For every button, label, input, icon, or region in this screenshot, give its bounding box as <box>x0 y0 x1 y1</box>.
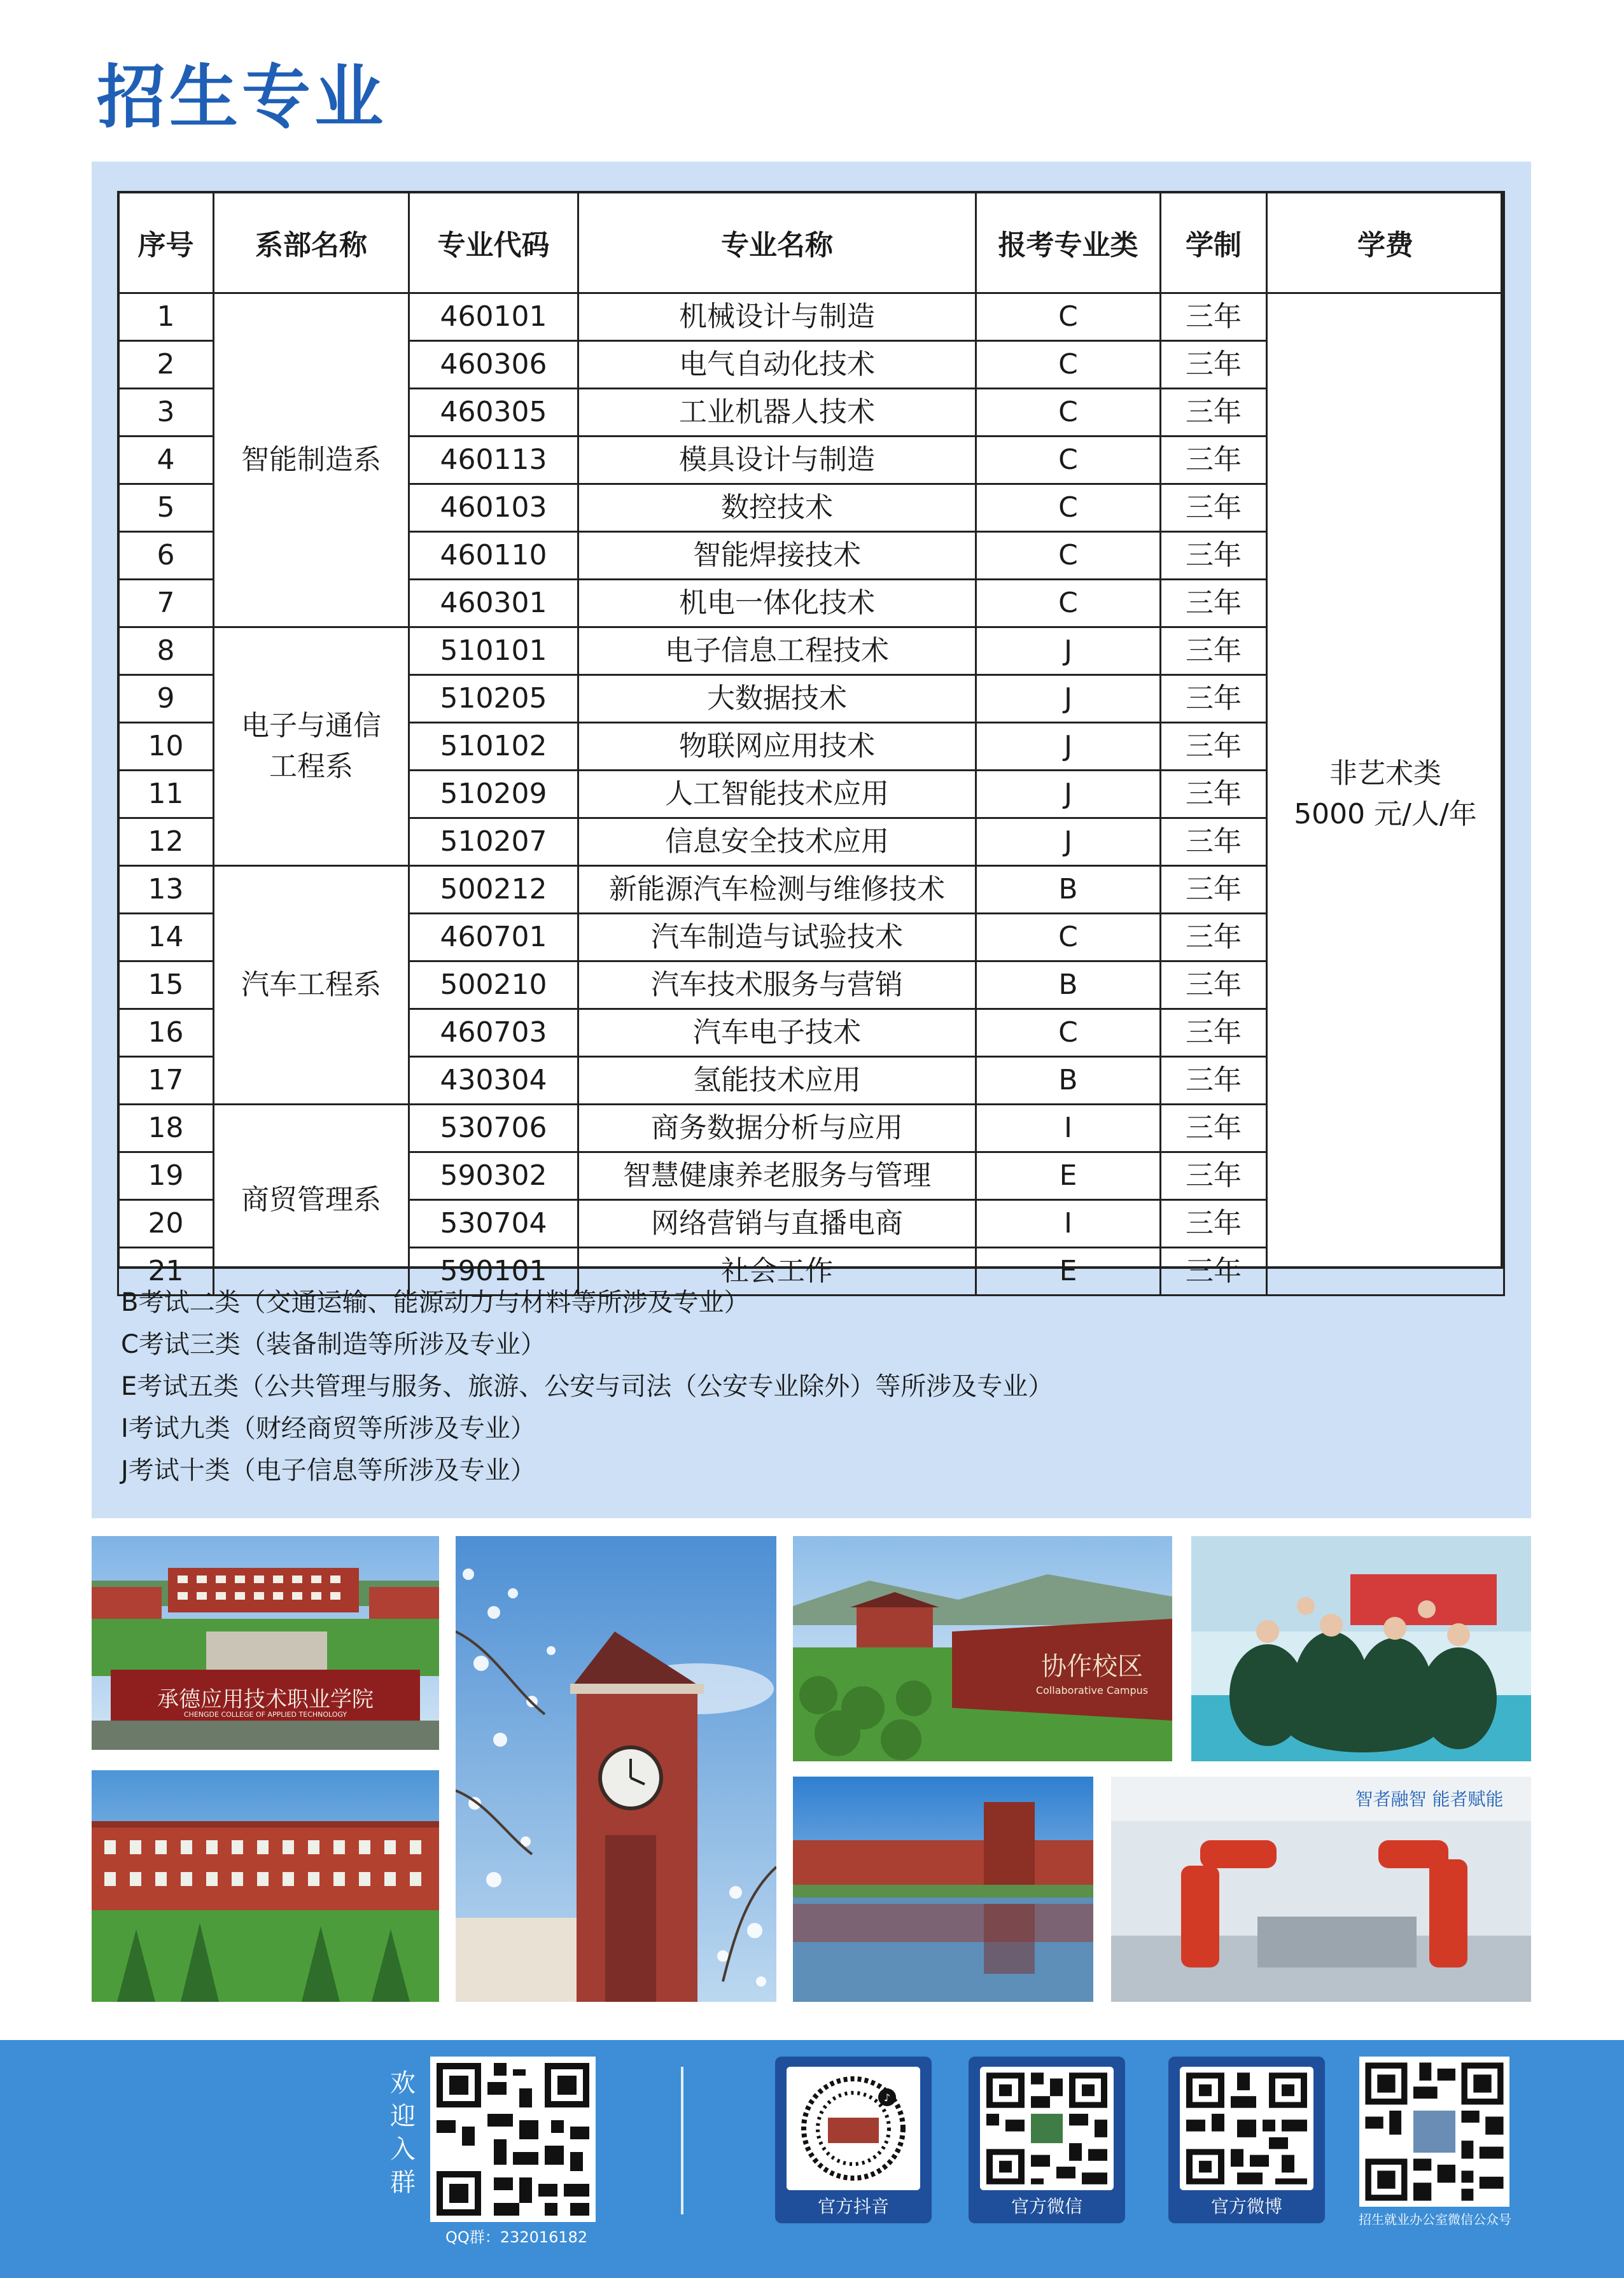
cell-major: 商务数据分析与应用 <box>578 1105 976 1152</box>
cell-no: 10 <box>118 723 214 771</box>
cell-department <box>214 866 409 1105</box>
wechat-card[interactable] <box>969 2057 1125 2223</box>
cell-category: C <box>976 532 1161 580</box>
cell-category: I <box>976 1200 1161 1248</box>
cell-years: 三年 <box>1161 341 1267 389</box>
cell-no: 15 <box>118 961 214 1009</box>
cell-category: B <box>976 866 1161 914</box>
cell-code: 460110 <box>409 532 578 580</box>
cell-years: 三年 <box>1161 1248 1267 1296</box>
cell-category: I <box>976 1105 1161 1152</box>
cell-no: 2 <box>118 341 214 389</box>
collab-sign-text: 协作校区 <box>1041 1652 1143 1681</box>
cell-category: C <box>976 484 1161 532</box>
cell-major: 信息安全技术应用 <box>578 818 976 866</box>
welcome-text: 欢迎入群 <box>390 2069 416 2197</box>
cell-category: C <box>976 437 1161 484</box>
cell-years: 三年 <box>1161 866 1267 914</box>
header-fee: 学费 <box>1267 192 1504 293</box>
wechat-public-label: 招生就业办公室微信公众号 <box>1359 2212 1511 2227</box>
cell-code: 530706 <box>409 1105 578 1152</box>
cell-major: 汽车技术服务与营销 <box>578 961 976 1009</box>
note-line: E考试五类（公共管理与服务、旅游、公安与司法（公安专业除外）等所涉及专业） <box>121 1372 1054 1401</box>
cell-category: J <box>976 627 1161 675</box>
header-code: 专业代码 <box>409 192 578 293</box>
cell-years: 三年 <box>1161 914 1267 961</box>
table-header-row <box>118 192 1504 293</box>
cell-code: 500212 <box>409 866 578 914</box>
svg-text:♪: ♪ <box>883 2092 891 2104</box>
cell-major: 社会工作 <box>578 1248 976 1296</box>
page-title: 招生专业 <box>97 58 388 137</box>
cell-years: 三年 <box>1161 1105 1267 1152</box>
cell-code: 460703 <box>409 1009 578 1057</box>
cell-years: 三年 <box>1161 532 1267 580</box>
majors-table <box>117 191 1505 1296</box>
cell-category: J <box>976 675 1161 723</box>
cell-major: 数控技术 <box>578 484 976 532</box>
cell-no: 7 <box>118 580 214 627</box>
header-category: 报考专业类 <box>976 192 1161 293</box>
cell-no: 9 <box>118 675 214 723</box>
qq-group-qr[interactable] <box>430 2057 596 2222</box>
cell-major: 电气自动化技术 <box>578 341 976 389</box>
cell-no: 13 <box>118 866 214 914</box>
cell-years: 三年 <box>1161 1009 1267 1057</box>
photo-dance <box>1191 1536 1531 1761</box>
cell-category: C <box>976 389 1161 437</box>
cell-no: 4 <box>118 437 214 484</box>
header-major: 专业名称 <box>578 192 976 293</box>
cell-fee <box>1267 293 1504 1296</box>
weibo-card[interactable] <box>1168 2057 1325 2223</box>
wechat-public-qr[interactable] <box>1359 2057 1509 2207</box>
cell-years: 三年 <box>1161 627 1267 675</box>
department-line: 工程系 <box>269 750 353 783</box>
douyin-label: 官方抖音 <box>817 2196 889 2217</box>
cell-years: 三年 <box>1161 1057 1267 1105</box>
cell-category: E <box>976 1248 1161 1296</box>
cell-code: 460103 <box>409 484 578 532</box>
department-line: 电子与通信 <box>241 709 381 743</box>
douyin-qr[interactable] <box>787 2067 920 2190</box>
cell-years: 三年 <box>1161 293 1267 341</box>
photo-collab-campus <box>793 1536 1172 1761</box>
cell-category: C <box>976 914 1161 961</box>
cell-category: C <box>976 341 1161 389</box>
cell-code: 460301 <box>409 580 578 627</box>
cell-years: 三年 <box>1161 723 1267 771</box>
cell-category: J <box>976 771 1161 818</box>
wechat-qr[interactable] <box>980 2067 1114 2190</box>
category-notes <box>121 1282 1489 1492</box>
fee-line: 5000 元/人/年 <box>1294 798 1477 830</box>
table-row <box>118 293 1504 341</box>
cell-no: 16 <box>118 1009 214 1057</box>
cell-code: 430304 <box>409 1057 578 1105</box>
wechat-label: 官方微信 <box>1011 2196 1082 2217</box>
photo-campus-gate <box>92 1536 439 1750</box>
cell-code: 510102 <box>409 723 578 771</box>
note-line: I考试九类（财经商贸等所涉及专业） <box>121 1414 536 1443</box>
cell-code: 510101 <box>409 627 578 675</box>
campus-sign-text: 承德应用技术职业学院 <box>157 1687 374 1712</box>
photo-clock-tower <box>456 1536 776 2002</box>
department-line: 商贸管理系 <box>241 1183 381 1216</box>
cell-code: 590302 <box>409 1152 578 1200</box>
cell-major: 模具设计与制造 <box>578 437 976 484</box>
cell-years: 三年 <box>1161 818 1267 866</box>
cell-major: 智慧健康养老服务与管理 <box>578 1152 976 1200</box>
cell-major: 机电一体化技术 <box>578 580 976 627</box>
fee-line: 非艺术类 <box>1329 757 1441 790</box>
lab-banner-text: 智者融智 能者赋能 <box>1355 1789 1504 1810</box>
photo-building-reflection <box>793 1777 1093 2002</box>
header-department: 系部名称 <box>214 192 409 293</box>
photo-campus-buildings <box>92 1770 439 2002</box>
cell-major: 工业机器人技术 <box>578 389 976 437</box>
weibo-label: 官方微博 <box>1210 2196 1282 2217</box>
cell-department <box>214 293 409 627</box>
cell-code: 530704 <box>409 1200 578 1248</box>
cell-no: 11 <box>118 771 214 818</box>
cell-years: 三年 <box>1161 1200 1267 1248</box>
cell-category: B <box>976 961 1161 1009</box>
cell-years: 三年 <box>1161 389 1267 437</box>
cell-no: 1 <box>118 293 214 341</box>
department-line: 汽车工程系 <box>241 968 381 1002</box>
cell-no: 8 <box>118 627 214 675</box>
cell-code: 460113 <box>409 437 578 484</box>
cell-no: 18 <box>118 1105 214 1152</box>
header-years: 学制 <box>1161 192 1267 293</box>
cell-no: 12 <box>118 818 214 866</box>
campus-sign-en-text: CHENGDE COLLEGE OF APPLIED TECHNOLOGY <box>183 1710 347 1719</box>
cell-years: 三年 <box>1161 437 1267 484</box>
note-line: C考试三类（装备制造等所涉及专业） <box>121 1330 546 1359</box>
cell-major: 汽车电子技术 <box>578 1009 976 1057</box>
cell-major: 物联网应用技术 <box>578 723 976 771</box>
note-line: B考试二类（交通运输、能源动力与材料等所涉及专业） <box>121 1288 750 1317</box>
photo-robotics-lab <box>1111 1777 1531 2002</box>
cell-years: 三年 <box>1161 675 1267 723</box>
cell-major: 汽车制造与试验技术 <box>578 914 976 961</box>
cell-years: 三年 <box>1161 580 1267 627</box>
cell-years: 三年 <box>1161 771 1267 818</box>
qq-group-number: QQ群：232016182 <box>445 2228 588 2246</box>
cell-category: C <box>976 580 1161 627</box>
cell-major: 机械设计与制造 <box>578 293 976 341</box>
cell-no: 17 <box>118 1057 214 1105</box>
cell-major: 电子信息工程技术 <box>578 627 976 675</box>
cell-years: 三年 <box>1161 484 1267 532</box>
footer-divider <box>681 2067 683 2214</box>
cell-major: 人工智能技术应用 <box>578 771 976 818</box>
cell-no: 6 <box>118 532 214 580</box>
cell-major: 大数据技术 <box>578 675 976 723</box>
collab-sign-en-text: Collaborative Campus <box>1035 1684 1149 1696</box>
cell-category: J <box>976 818 1161 866</box>
weibo-qr[interactable] <box>1180 2067 1313 2190</box>
cell-code: 510205 <box>409 675 578 723</box>
cell-years: 三年 <box>1161 961 1267 1009</box>
note-line: J考试十类（电子信息等所涉及专业） <box>121 1456 536 1485</box>
cell-category: C <box>976 1009 1161 1057</box>
cell-no: 3 <box>118 389 214 437</box>
cell-major: 新能源汽车检测与维修技术 <box>578 866 976 914</box>
cell-code: 510209 <box>409 771 578 818</box>
cell-no: 19 <box>118 1152 214 1200</box>
header-no: 序号 <box>118 192 214 293</box>
cell-no: 21 <box>118 1248 214 1296</box>
cell-code: 460701 <box>409 914 578 961</box>
cell-category: B <box>976 1057 1161 1105</box>
cell-code: 510207 <box>409 818 578 866</box>
cell-years: 三年 <box>1161 1152 1267 1200</box>
cell-no: 5 <box>118 484 214 532</box>
cell-category: E <box>976 1152 1161 1200</box>
department-line: 智能制造系 <box>241 444 381 477</box>
douyin-card[interactable] <box>775 2057 932 2223</box>
cell-code: 460305 <box>409 389 578 437</box>
cell-category: J <box>976 723 1161 771</box>
cell-code: 460306 <box>409 341 578 389</box>
cell-department <box>214 627 409 866</box>
cell-major: 氢能技术应用 <box>578 1057 976 1105</box>
cell-major: 智能焊接技术 <box>578 532 976 580</box>
cell-no: 14 <box>118 914 214 961</box>
cell-code: 460101 <box>409 293 578 341</box>
cell-code: 590101 <box>409 1248 578 1296</box>
cell-code: 500210 <box>409 961 578 1009</box>
cell-category: C <box>976 293 1161 341</box>
cell-department <box>214 1105 409 1296</box>
cell-no: 20 <box>118 1200 214 1248</box>
cell-major: 网络营销与直播电商 <box>578 1200 976 1248</box>
